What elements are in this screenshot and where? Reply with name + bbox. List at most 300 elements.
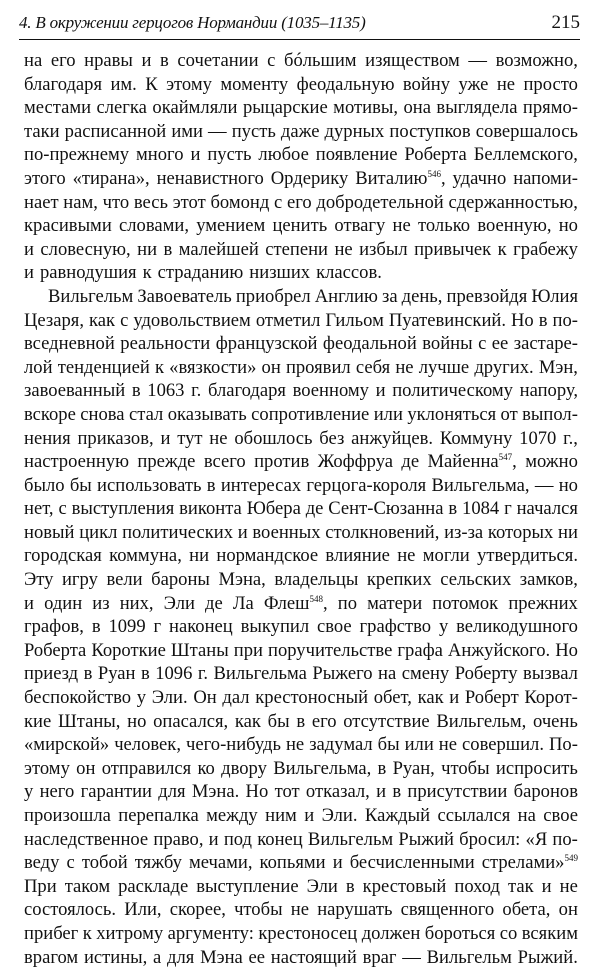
word: страданию [157, 262, 244, 284]
word: выступления [71, 498, 175, 520]
word: ее [491, 333, 509, 355]
word: прямо- [522, 97, 578, 119]
text-line [24, 403, 578, 427]
word: со [499, 922, 518, 944]
word: прежде [137, 451, 196, 473]
word: против [254, 451, 310, 473]
word: начался [516, 498, 578, 520]
text-line [24, 143, 578, 167]
text-line [24, 73, 578, 97]
word: выкупил [240, 616, 310, 638]
word: Анжуйского. [447, 639, 551, 661]
word: нормандское [216, 545, 319, 567]
word: весь [133, 191, 168, 213]
word: чтобы [441, 757, 490, 779]
word: даже [280, 120, 320, 142]
word: бы [267, 710, 290, 732]
word: французской [215, 333, 318, 355]
word: которых [487, 521, 554, 543]
word: но [127, 710, 147, 732]
word: истины, [83, 946, 148, 968]
text-line [24, 851, 578, 875]
word: этому [24, 757, 70, 779]
word: феодальную [296, 73, 395, 95]
word: Каждый [364, 805, 431, 826]
text-line [24, 662, 578, 686]
word: феодальной [322, 333, 417, 355]
word: ссылался [437, 805, 511, 826]
word: очень [533, 710, 578, 732]
word: — [402, 946, 421, 968]
word: Жоффруа [317, 451, 393, 473]
word: дал [222, 687, 250, 709]
word: Штаны [170, 639, 229, 661]
word: моменту [220, 73, 289, 95]
text-line [24, 238, 578, 262]
word: 1096 [155, 663, 193, 685]
word: чтобы [234, 899, 283, 921]
word: отправился [101, 757, 192, 779]
word: напору, [519, 380, 578, 402]
word: испросить [495, 757, 578, 779]
word: из [92, 592, 110, 614]
word: любое [258, 144, 309, 166]
footnote-ref: 546 [427, 168, 441, 179]
word: «вязкости» [169, 356, 257, 378]
word: нарушать [317, 899, 393, 921]
text-line [24, 474, 578, 498]
word: Юбера [246, 498, 301, 520]
word: пусть [231, 120, 276, 142]
word: Сент-Сюзанна [328, 498, 444, 520]
word: смену [401, 663, 450, 685]
word: на [24, 50, 43, 71]
word: свое [317, 616, 352, 638]
footnote-ref: 547 [498, 451, 513, 462]
word: нает [24, 191, 59, 213]
word: Рыжий [398, 828, 454, 850]
word: могли [422, 545, 470, 567]
word: в [83, 663, 93, 685]
text-line [24, 686, 578, 710]
word: Вильгельм [307, 828, 394, 850]
word: тут [177, 427, 203, 449]
word: Ла [232, 592, 254, 614]
word: по-прежнему [24, 144, 130, 166]
word: герцога-короля [306, 474, 427, 496]
word: графство [359, 616, 432, 638]
text-line [24, 285, 578, 309]
word: к [82, 922, 92, 944]
word: сочетании [177, 50, 259, 71]
word: г [504, 498, 512, 520]
word: графов, [24, 616, 84, 638]
word: анжуйцев. [351, 427, 434, 449]
word: Штаны, [57, 710, 121, 732]
word: как [234, 710, 261, 732]
word: замков, [519, 569, 578, 591]
word: влияние [325, 545, 390, 567]
word: завоеванный [24, 380, 126, 402]
word: снова [80, 403, 125, 425]
word: с [66, 852, 75, 874]
word: этому [166, 73, 212, 95]
word: Он [193, 687, 217, 709]
text-line [24, 544, 578, 568]
word: просто [523, 73, 578, 95]
word: без [319, 427, 345, 449]
text-line [24, 568, 578, 592]
word: Короткие [91, 639, 166, 661]
word: классов. [316, 262, 382, 284]
word: конец [257, 828, 303, 850]
word: добродетельной [316, 191, 444, 213]
word: Коммуну [439, 427, 513, 449]
text-line [24, 757, 578, 781]
footnote-ref: 549 [564, 853, 578, 863]
word: малейшей [178, 238, 259, 260]
word: с [58, 498, 67, 520]
word: она [403, 97, 431, 119]
word: не [285, 734, 305, 756]
word: При [24, 875, 57, 897]
word: он [261, 356, 281, 378]
word: на [517, 805, 536, 826]
word: человек, [114, 734, 181, 756]
word: отказал, [305, 781, 370, 803]
word: тенденцией [57, 356, 150, 378]
word: состоялось. [24, 899, 117, 921]
word: ненавистного [156, 167, 264, 189]
word: не [438, 734, 458, 756]
word: великодушного [456, 616, 578, 638]
word: степени [265, 238, 328, 260]
word: у [136, 687, 147, 709]
word: Роберта [24, 639, 87, 661]
word: владельцы [274, 569, 359, 591]
word: должен [361, 922, 421, 944]
word: им. [110, 73, 137, 95]
word: отметил [255, 309, 321, 331]
word: использовать [97, 474, 202, 496]
word: коммуна, [109, 545, 182, 567]
word: удовольствием [133, 309, 251, 331]
word: мотивы, [333, 97, 398, 119]
word: что [102, 191, 130, 213]
word: беспокойство [24, 687, 132, 709]
word: словами, [119, 215, 189, 237]
word: них, [119, 592, 154, 614]
word: городская [24, 545, 102, 567]
word: удачно [452, 167, 507, 189]
word: Англию [314, 285, 378, 307]
word: не [395, 356, 414, 378]
word: себя [355, 356, 391, 378]
word: войну [402, 73, 451, 95]
word: кие [24, 710, 52, 732]
word: таки [24, 120, 60, 142]
word: бомонд [210, 191, 270, 213]
word: тобой [81, 852, 128, 874]
word: прибег [24, 922, 79, 944]
word: и [541, 875, 552, 897]
word: Мэна. [191, 781, 240, 803]
word: в [206, 474, 216, 496]
word: выступление [196, 875, 299, 897]
word: и [449, 687, 460, 709]
word: крепких [366, 569, 432, 591]
word: лой [24, 356, 53, 378]
text-line [24, 521, 578, 545]
text-line [24, 804, 578, 828]
word: задумал [309, 734, 373, 756]
text-line [24, 780, 578, 804]
word: и [375, 380, 386, 402]
text-line [24, 710, 578, 734]
word: отсутствие [343, 710, 430, 732]
word: — [468, 50, 487, 71]
word: нет, [24, 498, 54, 520]
word: утвердиться. [477, 545, 578, 567]
text-line [24, 828, 578, 852]
word: не [209, 427, 228, 449]
word: наследственное [24, 828, 149, 850]
word: мечами, [188, 852, 253, 874]
word: войны [422, 333, 473, 355]
word: не [559, 875, 578, 897]
word: военных [252, 521, 321, 543]
word: и [24, 592, 34, 614]
word: Эту [24, 569, 54, 591]
word: с [267, 50, 276, 71]
word: при [233, 639, 263, 661]
word: поручительстве [268, 639, 393, 661]
word: благодаря [207, 380, 286, 402]
text-line [24, 167, 578, 191]
word: Роберта [404, 144, 467, 166]
word: политическому [392, 380, 513, 402]
word: Но [245, 781, 269, 803]
word: не [496, 73, 516, 95]
running-title: 4. В окружении герцогов Нормандии (1035–1135) [19, 13, 366, 32]
word: от [500, 403, 518, 425]
word: на [378, 663, 397, 685]
word: де [401, 451, 420, 473]
word: бы [69, 474, 92, 496]
word: цикл [79, 521, 118, 543]
word: из-за [444, 521, 484, 543]
word: уже [458, 73, 489, 95]
word: для [158, 781, 186, 803]
word: стал [128, 403, 164, 425]
word: один [44, 592, 83, 614]
text-line [24, 214, 578, 238]
word: «мирской» [24, 734, 110, 756]
word: рыцарские [242, 97, 328, 119]
word: Рыжий. [517, 946, 578, 968]
word: ее [248, 946, 266, 968]
word: но [558, 215, 578, 237]
word: к [142, 262, 152, 284]
word: ими [171, 120, 203, 142]
word: для [167, 946, 195, 968]
word: священного [400, 899, 495, 921]
word: сопротивление [251, 403, 370, 425]
word: в [140, 663, 150, 685]
word: в [91, 616, 101, 638]
word: копьями [259, 852, 326, 874]
word: приезд [24, 663, 79, 685]
word: привычек [414, 238, 492, 260]
word: крестовый [362, 875, 447, 897]
word: враг [362, 946, 397, 968]
word: местами [24, 97, 92, 119]
word: обета, [502, 899, 551, 921]
word: крестоносный [255, 687, 369, 709]
word: Роберту [454, 663, 518, 685]
text-line [24, 332, 578, 356]
running-header [19, 9, 580, 40]
text-line [24, 261, 578, 285]
word: уклоняться [407, 403, 497, 425]
text-line [24, 922, 578, 946]
word: новый [24, 521, 75, 543]
word: — [534, 474, 554, 496]
word: в [163, 238, 173, 260]
word: умением [196, 215, 266, 237]
word: Эли. [321, 805, 358, 826]
word: Вильгельм [426, 946, 512, 968]
word: проявил [285, 356, 351, 378]
word: под [223, 828, 252, 850]
word: Роберт [464, 687, 519, 709]
word: столкновений, [325, 521, 440, 543]
word: и [160, 427, 171, 449]
word: и [208, 828, 219, 850]
word: вели [106, 569, 143, 591]
word: матери [367, 592, 423, 614]
word: в [377, 757, 387, 779]
word: Эли [306, 875, 338, 897]
word: наконец [169, 616, 233, 638]
text-body [24, 49, 578, 969]
word: с [274, 191, 283, 213]
word: реальности [120, 333, 211, 355]
word: ни [189, 545, 210, 567]
text-line [24, 356, 578, 380]
word: и [332, 852, 343, 874]
text-line [24, 639, 578, 663]
word: совершил. [462, 734, 544, 756]
word: не [290, 899, 309, 921]
word: Вильгельма, [431, 474, 530, 496]
word: настоящий [270, 946, 357, 968]
word: много [136, 144, 184, 166]
word: по- [552, 309, 578, 331]
word: ценить [272, 215, 328, 237]
text-line [24, 191, 578, 215]
word: день, [401, 285, 443, 307]
word: поступков [389, 120, 471, 142]
word: крестоносец [258, 922, 358, 944]
word: «Я [525, 828, 548, 850]
word: в [296, 710, 306, 732]
word: право, [153, 828, 204, 850]
word: тяжбу [134, 852, 182, 874]
word: в [131, 380, 141, 402]
word: он [76, 757, 96, 779]
word: сдержанностью, [448, 191, 578, 213]
word: но [558, 474, 578, 496]
word: Эли. [151, 687, 188, 709]
word: к [497, 238, 507, 260]
word: По- [548, 734, 578, 756]
word: Но [555, 639, 578, 661]
word: нам, [63, 191, 98, 213]
word: Руан, [392, 757, 435, 779]
word: Беллемского, [473, 144, 578, 166]
word: изяществом [365, 50, 460, 71]
word: военную, [477, 215, 552, 237]
word: не [397, 545, 416, 567]
word: 1070 [519, 427, 557, 449]
word: по- [552, 828, 578, 850]
text-line [24, 592, 578, 616]
word: Вильгельма, [273, 757, 372, 779]
word: 1084 [462, 498, 500, 520]
word: возможно, [495, 50, 578, 71]
word: г. [197, 663, 209, 685]
word: Вильгельм, [436, 710, 527, 732]
word: гарантии [80, 781, 152, 803]
word: Мэна, [218, 569, 266, 591]
word: стрелами»$^{549}$ [481, 852, 578, 874]
word: у [438, 616, 449, 638]
text-line [24, 379, 578, 403]
word: приобрел [235, 285, 311, 307]
word: отвагу [334, 215, 386, 237]
word: Цезаря, [24, 309, 85, 331]
word: а [153, 946, 162, 968]
word: К [145, 73, 158, 95]
word: Флеш$^{548}$, [263, 592, 328, 614]
word: ни [558, 521, 578, 543]
word: в [448, 498, 458, 520]
word: Эли [163, 592, 195, 614]
word: , [440, 167, 446, 189]
word: благодаря [24, 73, 103, 95]
footnote-ref: 548 [309, 593, 323, 604]
word: напоми- [513, 167, 578, 189]
word: Юлия [531, 285, 578, 307]
word: Руан [97, 663, 136, 685]
word: игру [61, 569, 98, 591]
word: Но [511, 309, 534, 331]
word: оказывать [167, 403, 247, 425]
word: вседневной [24, 333, 115, 355]
word: вскоре [24, 403, 76, 425]
word: выпол- [522, 403, 578, 425]
word: по [337, 592, 357, 614]
word: Вильгельм [48, 285, 134, 307]
word: у [24, 781, 34, 803]
word: превзойдя [446, 285, 528, 307]
word: избыл [359, 238, 408, 260]
word: свое [543, 805, 578, 826]
word: нения [24, 427, 71, 449]
word: обошлось [234, 427, 313, 449]
word: в [160, 50, 169, 71]
